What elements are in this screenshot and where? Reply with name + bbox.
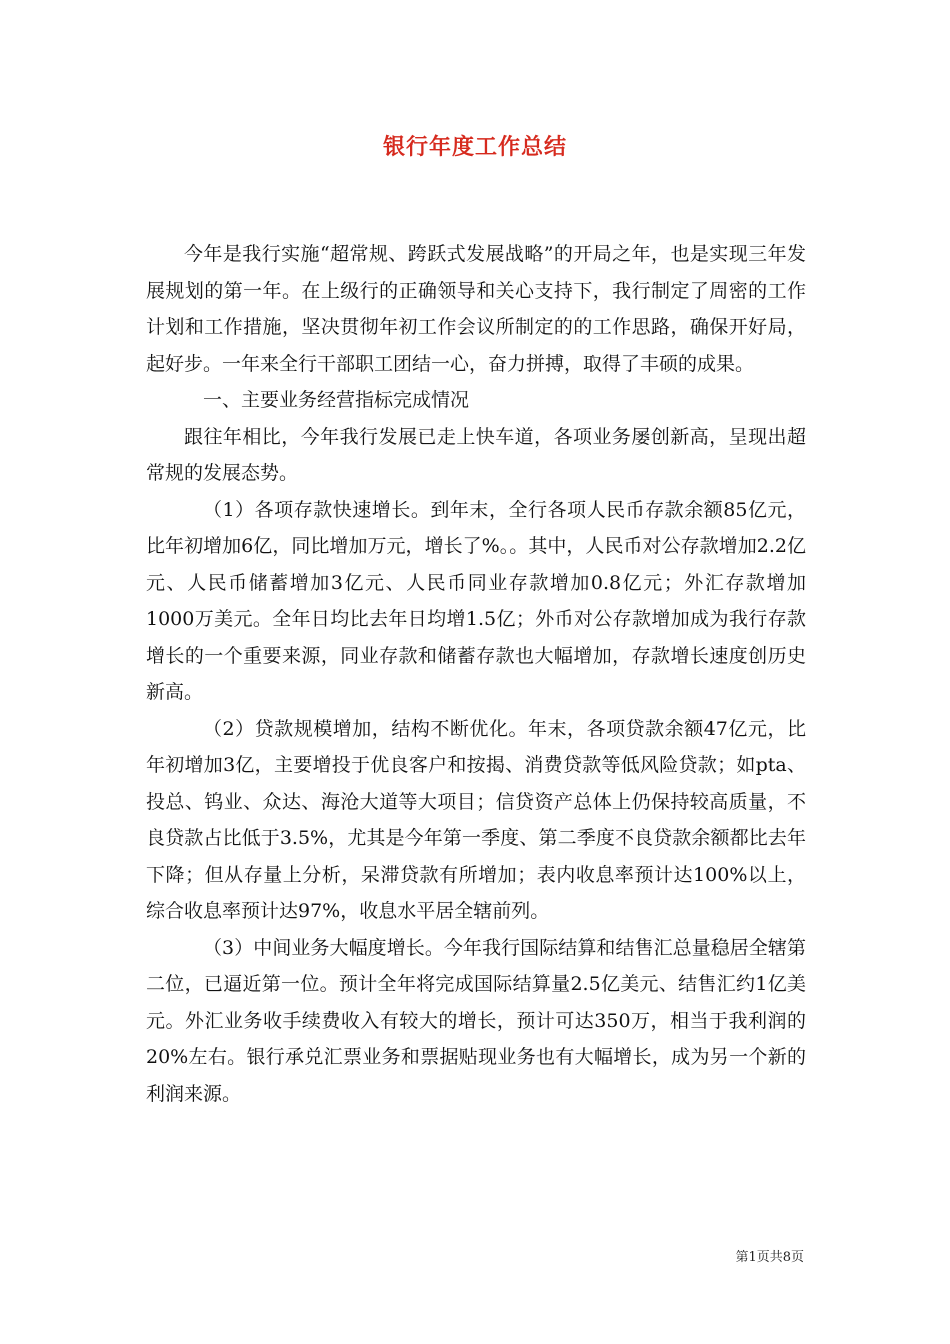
loans-paragraph: （2）贷款规模增加，结构不断优化。年末，各项贷款余额47亿元，比年初增加3亿，主要增投于优良客户和按揭、消费贷款等低风险贷款；如pta、投总、钨业、众达、海沧大道等大项目；信贷资产总体上仍保持较高质量，不良贷款占比低于3.5%，尤其是今年第一季度、第二季度不良贷款余额都比去年下降；但从存量上分析，呆滞贷款有所增加；表内收息率预计达100%以上，综合收息率预计达97%，收息水平居全辖前列。 [146, 717, 806, 922]
overview-paragraph: 跟往年相比，今年我行发展已走上快车道，各项业务屡创新高，呈现出超常规的发展态势。 [146, 425, 806, 484]
document-title: 银行年度工作总结 [382, 134, 567, 160]
deposits-paragraph: （1）各项存款快速增长。到年末，全行各项人民币存款余额85亿元，比年初增加6亿，同比增加万元，增长了%。。其中，人民币对公存款增加2.2亿元、人民币储蓄增加3亿元、人民币同业存款增加0.8亿元；外汇存款增加1000万美元。全年日均比去年日均增1.5亿；外币对公存款增加成为我行存款增长的一个重要来源，同业存款和储蓄存款也大幅增加，存款增长速度创历史新高。 [146, 498, 806, 703]
section-heading: 一、主要业务经营指标完成情况 [203, 389, 470, 411]
intro-paragraph: 今年是我行实施“超常规、跨跃式发展战略”的开局之年，也是实现三年发展规划的第一年。在上级行的正确领导和关心支持下，我行制定了周密的工作计划和工作措施，坚决贯彻年初工作会议所制定的的工作思路，确保开好局，起好步。一年来全行干部职工团结一心，奋力拼搏，取得了丰硕的成果。 [146, 243, 806, 375]
intermediary-business-paragraph: （3）中间业务大幅度增长。今年我行国际结算和结售汇总量稳居全辖第二位，已逼近第一位。预计全年将完成国际结算量2.5亿美元、结售汇约1亿美元。外汇业务收手续费收入有较大的增长，预计可达350万，相当于我利润的20%左右。银行承兑汇票业务和票据贴现业务也有大幅增长，成为另一个新的利润来源。 [146, 936, 806, 1105]
document-body [146, 236, 806, 1112]
page-number: 第1页共8页 [735, 1250, 804, 1265]
